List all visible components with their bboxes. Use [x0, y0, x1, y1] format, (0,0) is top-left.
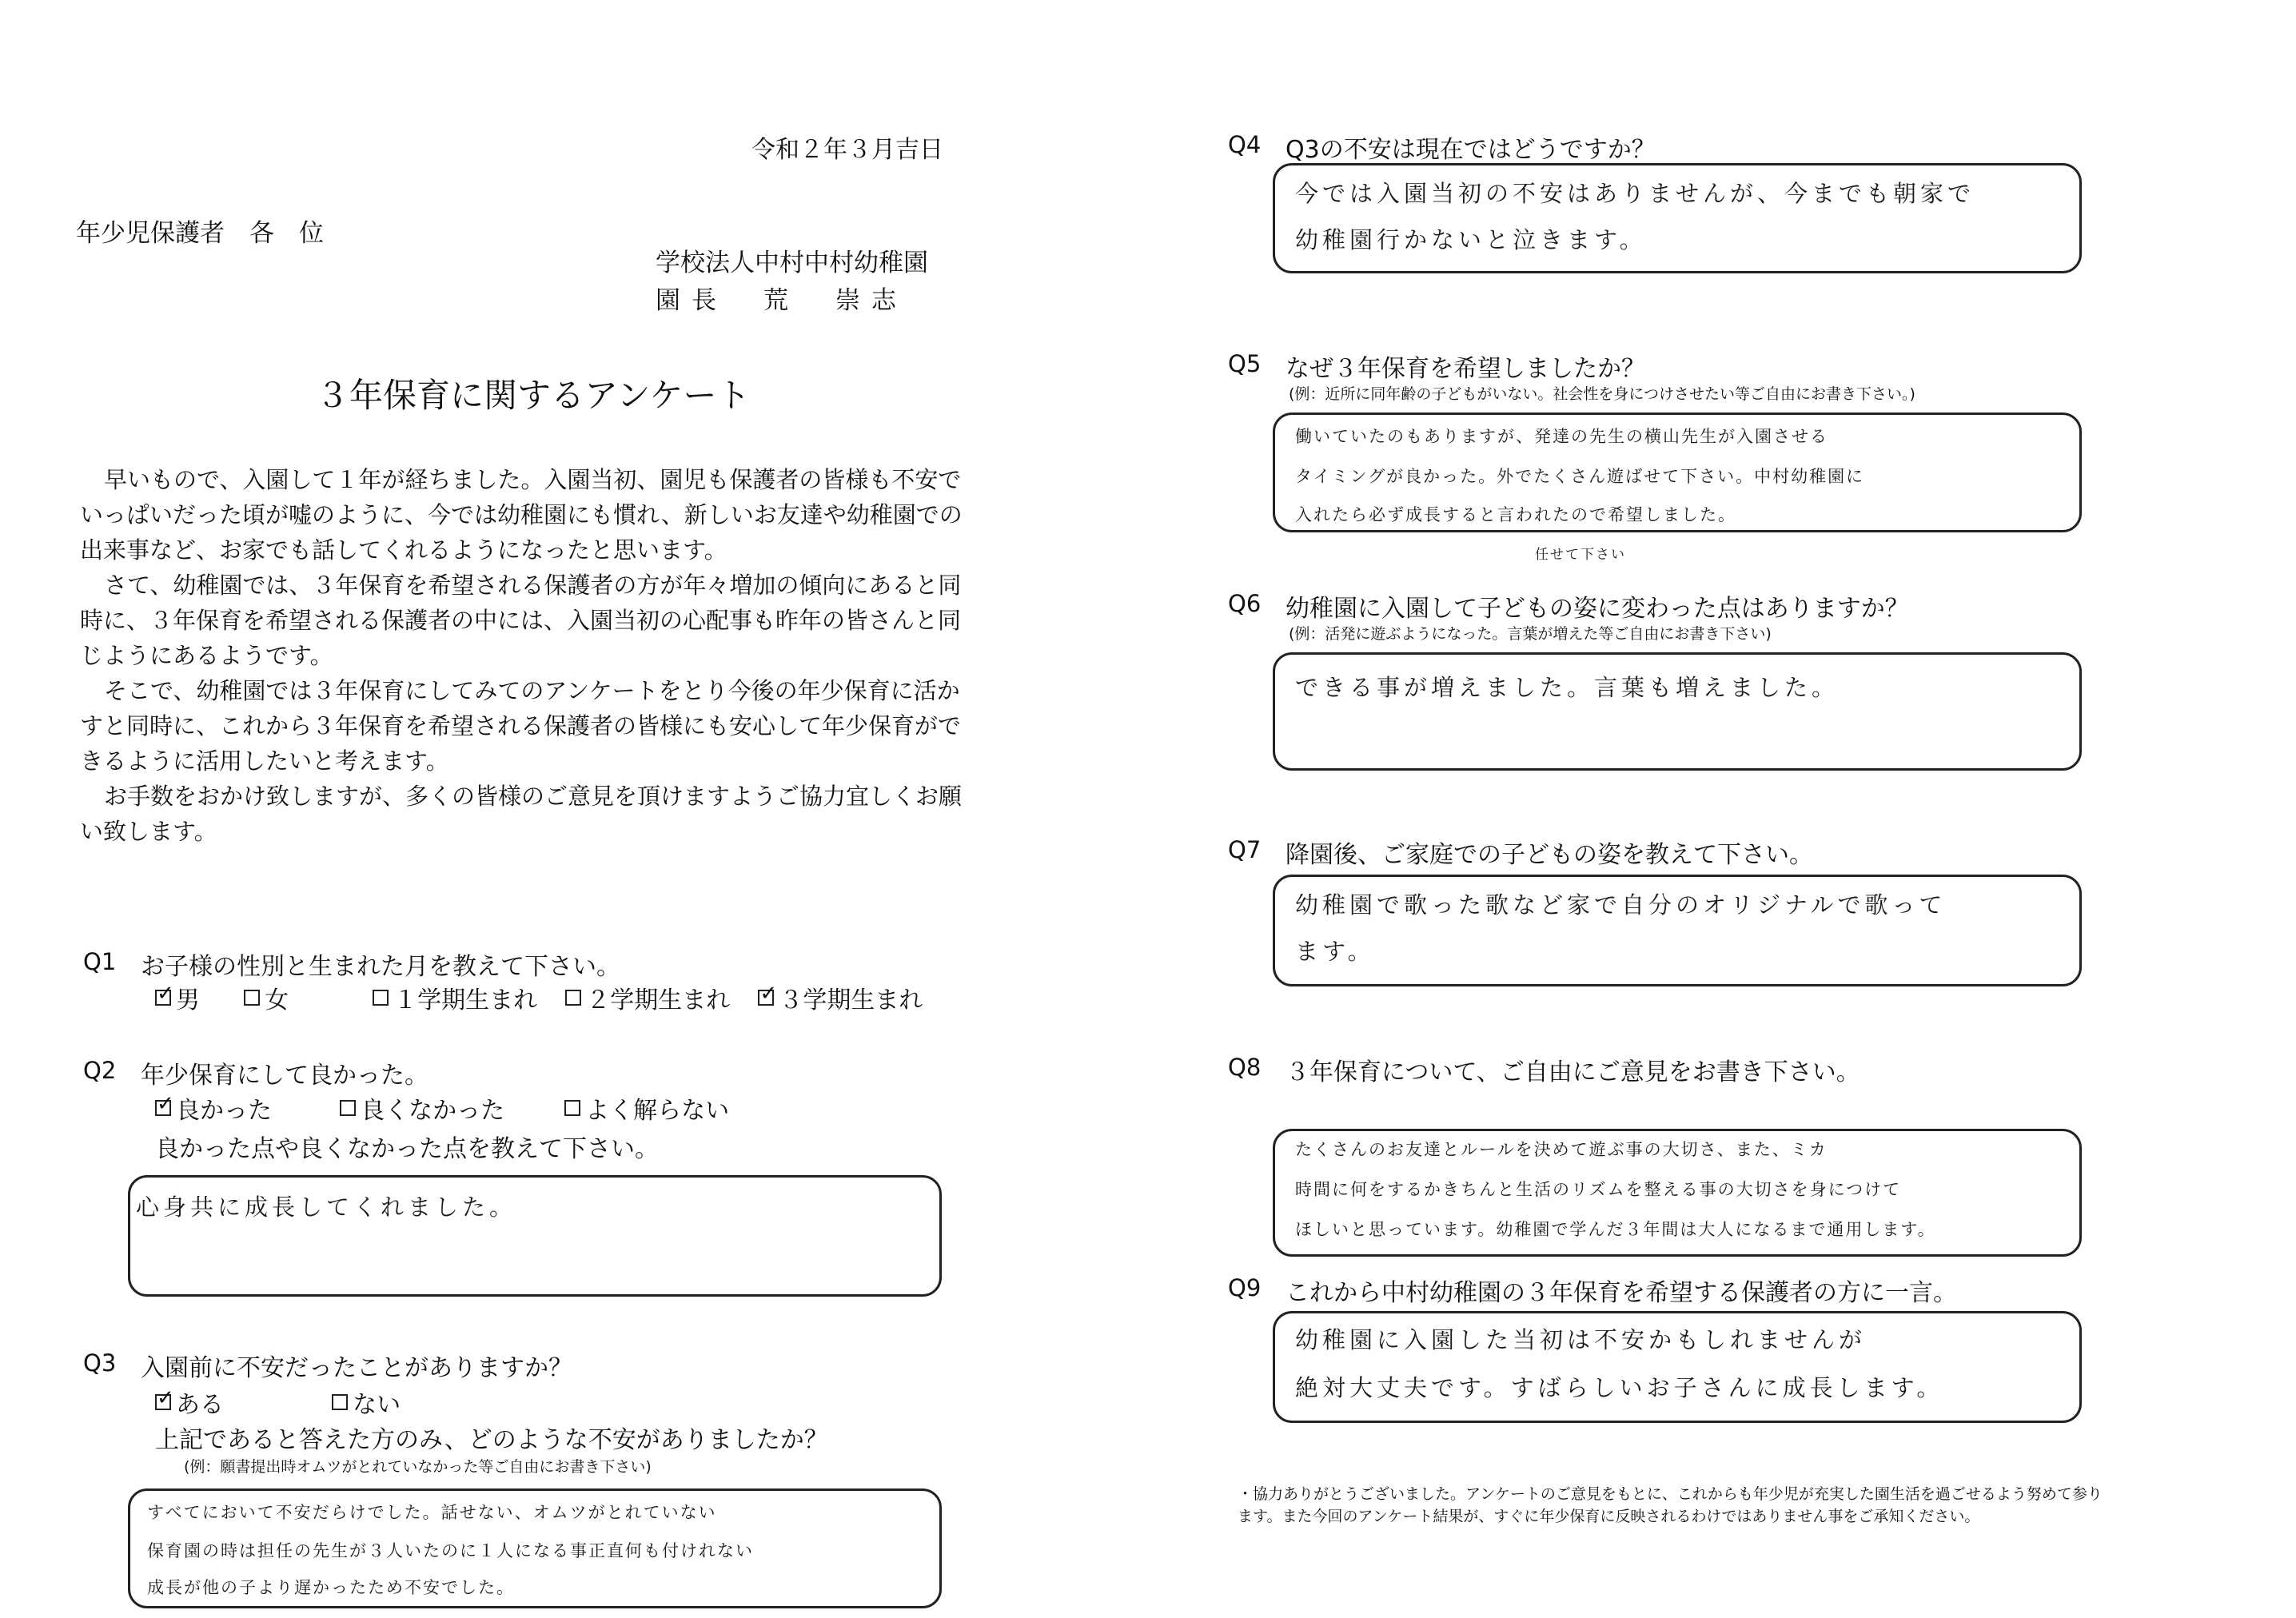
- q6-label: Q6: [1228, 590, 1262, 617]
- q5-label: Q5: [1228, 350, 1262, 377]
- checkbox[interactable]: [564, 1100, 580, 1116]
- checkbox-checked[interactable]: [155, 1100, 171, 1116]
- school-name: 学校法人中村中村幼稚園: [656, 249, 928, 277]
- q8-answer-line: 時間に何をするかきちんと生活のリズムを整える事の大切さを身につけて: [1295, 1180, 1902, 1199]
- right-page: [1148, 0, 2296, 1618]
- q5-sample: (例：近所に同年齢の子どもがいない。社会性を身につけさせたい等ご自由にお書き下さい。): [1289, 385, 1915, 403]
- q3-question: 入園前に不安だったことがありますか？: [141, 1354, 572, 1382]
- q2-label: Q2: [83, 1057, 117, 1084]
- q2-answer-line: 心身共に成長してくれました。: [136, 1194, 517, 1221]
- document-date: 令和２年３月吉日: [751, 136, 943, 164]
- intro-text: [80, 462, 967, 849]
- q3-options: [155, 1385, 401, 1420]
- q2-option-good[interactable]: ✓ 良かった: [155, 1090, 272, 1126]
- q5-answer-line: タイミングが良かった。外でたくさん遊ばせて下さい。中村幼稚園に: [1295, 467, 1865, 486]
- q6-answer-line: できる事が増えました。言葉も増えました。: [1295, 674, 1840, 701]
- q6-sample: (例：活発に遊ぶようになった。言葉が増えた等ご自由にお書き下さい): [1289, 625, 1772, 643]
- q8-label: Q8: [1228, 1054, 1262, 1081]
- closing-note-text: ・協力ありがとうございました。アンケートのご意見をもとに、これからも年少児が充実した園生活を過ごせるよう努めて参ります。また今回のアンケート結果が、すぐに年少保育に反映されるわけではありません事をご承知ください。: [1238, 1485, 2103, 1525]
- q2-option-unsure[interactable]: よく解らない: [564, 1090, 729, 1126]
- checkbox[interactable]: [340, 1100, 356, 1116]
- checkbox[interactable]: [373, 990, 389, 1006]
- q3-label: Q3: [83, 1349, 117, 1377]
- q7-label: Q7: [1228, 836, 1262, 863]
- q7-answer-line: 幼稚園で歌った歌など家で自分のオリジナルで歌って: [1295, 891, 1947, 919]
- q5-answer-line: 働いていたのもありますが、発達の先生の横山先生が入園させる: [1295, 427, 1828, 446]
- q2-followup: 良かった点や良くなかった点を教えて下さい。: [155, 1135, 659, 1163]
- q8-question: ３年保育について、ご自由にご意見をお書き下さい。: [1286, 1058, 1860, 1086]
- q7-answer-line: ます。: [1295, 938, 1375, 965]
- q5-question: なぜ３年保育を希望しましたか？: [1286, 355, 1645, 383]
- q1-question: お子様の性別と生まれた月を教えて下さい。: [141, 953, 620, 981]
- q7-question: 降園後、ご家庭での子どもの姿を教えて下さい。: [1286, 841, 1813, 869]
- intro-paragraph: そこで、幼稚園では３年保育にしてみてのアンケートをとり今後の年少保育に活かすと同時に、これから３年保育を希望される保護者の皆様にも安心して年少保育ができるように活用したいと考えます。: [80, 677, 962, 775]
- intro-paragraph: さて、幼稚園では、３年保育を希望される保護者の方が年々増加の傾向にあると同時に、３年保育を希望される保護者の中には、入園当初の心配事も昨年の皆さんと同じようにあるようです。: [80, 572, 962, 669]
- q1-label: Q1: [83, 948, 117, 975]
- recipient: 年少児保護者 各 位: [76, 219, 324, 248]
- q1-option-male[interactable]: ✓ 男: [155, 980, 200, 1015]
- q9-answer-line: 絶対大丈夫です。すばらしいお子さんに成長します。: [1295, 1374, 1944, 1401]
- closing-note: [1238, 1483, 2117, 1528]
- checkbox[interactable]: [244, 990, 260, 1006]
- q5-annotation: 任せて下さい: [1535, 547, 1626, 563]
- q5-answer-line: 入れたら必ず成長すると言われたので希望しました。: [1295, 505, 1736, 524]
- q2-question: 年少保育にして良かった。: [141, 1062, 429, 1090]
- q2-option-not-good[interactable]: 良くなかった: [340, 1090, 504, 1126]
- q6-question: 幼稚園に入園して子どもの姿に変わった点はありますか？: [1286, 595, 1909, 623]
- intro-paragraph: 早いもので、入園して１年が経ちました。入園当初、園児も保護者の皆様も不安でいっぱいだった頃が嘘のように、今では幼稚園にも慣れ、新しいお友達や幼稚園での出来事など、お家でも話してくれるようになったと思います。: [80, 466, 963, 564]
- intro-paragraph: お手数をおかけ致しますが、多くの皆様のご意見を頂けますようご協力宜しくお願い致します。: [80, 783, 963, 845]
- checkbox-checked[interactable]: [155, 990, 171, 1006]
- q3-followup: 上記であると答えた方のみ、どのような不安がありましたか？: [155, 1426, 828, 1454]
- q9-label: Q9: [1228, 1274, 1262, 1301]
- principal-name: 園長 荒 崇志: [656, 286, 907, 315]
- q4-question: Q3の不安は現在ではどうですか？: [1286, 136, 1656, 164]
- q1-option-term3[interactable]: ✓ ３学期生まれ: [758, 980, 923, 1015]
- q3-answer-line: 成長が他の子より遅かったため不安でした。: [147, 1578, 515, 1597]
- q1-option-term1[interactable]: １学期生まれ: [373, 980, 537, 1015]
- checkbox[interactable]: [332, 1394, 348, 1410]
- q3-sample: (例：願書提出時オムツがとれていなかった等ご自由にお書き下さい): [184, 1458, 652, 1476]
- q9-question: これから中村幼稚園の３年保育を希望する保護者の方に一言。: [1286, 1279, 1957, 1307]
- q2-options: [155, 1090, 729, 1126]
- q4-answer-line: 今では入園当初の不安はありませんが、今までも朝家で: [1295, 180, 1975, 207]
- checkbox-checked[interactable]: [758, 990, 774, 1006]
- q1-options: [155, 980, 923, 1015]
- survey-title: ３年保育に関するアンケート: [316, 376, 751, 415]
- q8-answer-line: たくさんのお友達とルールを決めて遊ぶ事の大切さ、また、ミカ: [1295, 1140, 1828, 1159]
- q3-answer-line: すべてにおいて不安だらけでした。話せない、オムツがとれていない: [147, 1503, 717, 1522]
- q3-option-no[interactable]: ない: [332, 1385, 401, 1420]
- q1-option-female[interactable]: 女: [244, 980, 289, 1015]
- q8-answer-line: ほしいと思っています。幼稚園で学んだ３年間は大人になるまで通用します。: [1295, 1220, 1936, 1239]
- q9-answer-line: 幼稚園に入園した当初は不安かもしれませんが: [1295, 1326, 1867, 1353]
- q3-answer-line: 保育園の時は担任の先生が３人いたのに１人になる事正直何も付けれない: [147, 1541, 754, 1560]
- q4-label: Q4: [1228, 131, 1262, 158]
- q3-option-yes[interactable]: ✓ ある: [155, 1385, 224, 1420]
- checkbox-checked[interactable]: [155, 1394, 171, 1410]
- checkbox[interactable]: [565, 990, 581, 1006]
- q4-answer-line: 幼稚園行かないと泣きます。: [1295, 226, 1647, 253]
- q1-option-term2[interactable]: ２学期生まれ: [565, 980, 730, 1015]
